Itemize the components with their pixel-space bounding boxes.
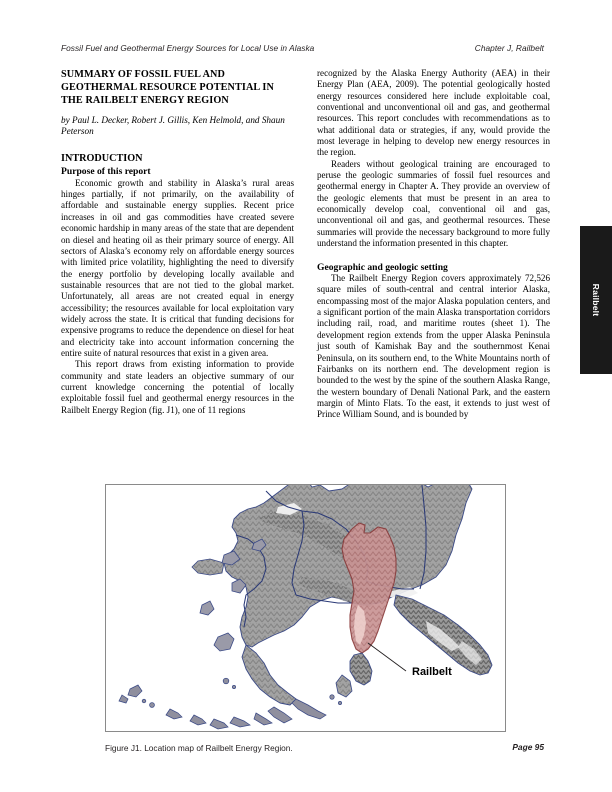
paragraph-purpose-3: Readers without geological training are encouraged to peruse the geologic summaries of fossil fuel resources and geothermal energy in Chapter A. They provide an overview of the geologic elements that must be present in an area to economically develop coal, conventional oil and gas, unconventional oil and gas, and geothermal resources. These summaries will provide the necessary background to more fully understand the information presented in this chapter. — [317, 158, 550, 249]
heading-introduction: INTRODUCTION — [61, 153, 143, 165]
column-left — [61, 68, 294, 416]
figure-j1 — [105, 484, 506, 753]
heading-geographic-and-geologic-setting: Geographic and geologic setting — [317, 261, 448, 273]
paragraph-purpose-2-continued: recognized by the Alaska Energy Authority (AEA) in their Energy Plan (AEA, 2009). The potential geologically hosted energy resources considered here include exploitable coal, conventional and unconventional oil and gas, and geothermal resources. This report concludes with recommendations as to what additional data or strategies, if any, would provide the most leverage in helping to develop new energy resources in the region. — [317, 68, 550, 158]
author-byline: by Paul L. Decker, Robert J. Gillis, Ken Helmold, and Shaun Peterson — [61, 114, 285, 137]
running-head-right: Chapter J, Railbelt — [474, 43, 544, 53]
running-head-left: Fossil Fuel and Geothermal Energy Sources for Local Use in Alaska — [61, 43, 315, 53]
paragraph-geo-1: The Railbelt Energy Region covers approximately 72,526 square miles of south-central and central interior Alaska, encompassing most of the major Alaska population centers, and a significant portion of the main Alaska transportation corridors including rail, road, and maritime routes (sheet 1). The development region extends from the upper Alaska Peninsula just south of Kamishak Bay and the southernmost Kenai Peninsula, on its southern end, to the White Mountains north of Fairbanks on its northern end. The development region is bounded to the west by the spine of the southern Alaska Range, the western boundary of Denali National Park, and the eastern margin of Minto Flats. To the east, it extends to just west of Prince William Sound, and is bounded by — [317, 273, 550, 420]
chapter-thumb-tab-label: Railbelt — [591, 283, 601, 317]
chapter-thumb-tab — [580, 226, 612, 374]
alaska-location-map — [106, 485, 505, 731]
page-title: SUMMARY OF FOSSIL FUEL AND GEOTHERMAL RESOURCE POTENTIAL IN THE RAILBELT ENERGY REGION — [61, 69, 274, 107]
paragraph-purpose-1: Economic growth and stability in Alaska’s rural areas hinges partially, if not primarily, on the availability of affordable and sustainable energy supplies. Recent price increases in oil and gas commodities have created severe economic hardship in many areas of the state that are dependent on diesel and heating oil as their primary source of energy. All sectors of Alaska’s economy rely on affordable energy sources with limited price volatility, highlighting the need to diversify the energy portfolio by developing locally available and sustainable resources that are not tied to the global market. Unfortunately, all areas are not created equal in energy accessibility; the resources available for local exploitation vary widely across the state. It is critical that funding decisions for expensive programs to reduce the dependence on diesel for heat and electricity take into account information concerning the entire suite of natural resources that exist in a given area. — [61, 177, 294, 358]
column-right — [317, 68, 550, 421]
heading-purpose-of-this-report: Purpose of this report — [61, 166, 151, 178]
page-number: Page 95 — [512, 742, 544, 752]
figure-j1-frame — [105, 484, 506, 732]
figure-j1-caption: Figure J1. Location map of Railbelt Energy Region. — [105, 743, 293, 753]
railbelt-map-label: Railbelt — [412, 666, 452, 678]
paragraph-purpose-2: This report draws from existing information to provide community and state leaders an objective summary of our current knowledge concerning the potential of locally exploitable fossil fuel and geothermal energy resources in the Railbelt Energy Region (fig. J1), one of 11 regions — [61, 359, 294, 415]
